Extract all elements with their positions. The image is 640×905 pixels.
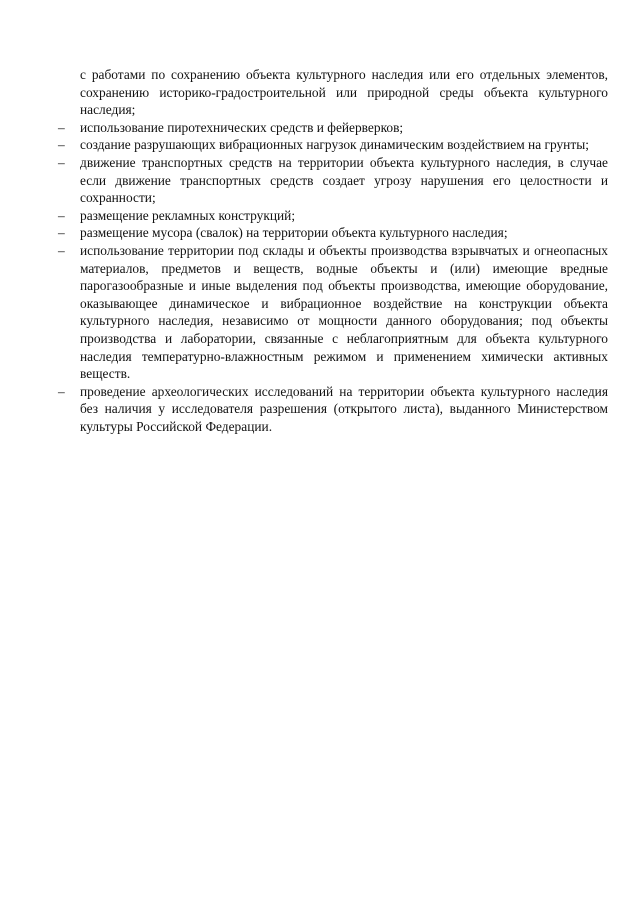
list-item bbox=[58, 242, 608, 383]
list-item bbox=[58, 224, 608, 242]
continuation-paragraph: с работами по сохранению объекта культурного наследия или его отдельных элементов, сохранению историко-градостроительной или природной среды объекта культурного наследия; bbox=[80, 67, 608, 118]
list-item bbox=[58, 119, 608, 137]
list-item-text: размещение рекламных конструкций; bbox=[80, 207, 296, 223]
bullet-dash: – bbox=[58, 242, 65, 258]
bullet-dash: – bbox=[58, 207, 65, 223]
list-item-text: использование пиротехнических средств и фейерверков; bbox=[80, 119, 404, 135]
document-body bbox=[58, 66, 608, 435]
list-item-text: создание разрушающих вибрационных нагрузок динамическим воздействием на грунты; bbox=[80, 137, 589, 153]
list-item-text: проведение археологических исследований на территории объекта культурного наследия без наличия у исследователя разрешения (открытого листа), выданного Министерством культуры Российской Федерации. bbox=[80, 383, 608, 434]
bullet-dash: – bbox=[58, 225, 65, 241]
bullet-dash: – bbox=[58, 383, 65, 399]
list-item bbox=[58, 136, 608, 154]
list-item-text: движение транспортных средств на территории объекта культурного наследия, в случае если движение транспортных средств создает угрозу нарушения его целостности и сохранности; bbox=[80, 154, 608, 206]
list-item bbox=[58, 154, 608, 207]
list-item-text: размещение мусора (свалок) на территории объекта культурного наследия; bbox=[80, 225, 508, 241]
bullet-dash: – bbox=[58, 154, 65, 170]
bullet-dash: – bbox=[58, 137, 65, 153]
list-item-text: использование территории под склады и объекты производства взрывчатых и огнеопасных материалов, предметов и веществ, водные объекты и (или) имеющие вредные парогазообразные и иные выделения под объекты производства, имеющие оборудование, оказывающее динамическое и вибрационное воздействие на конструкции объекта культурного наследия, независимо от мощности данного оборудования; под объекты производства и лаборатории, связанные с неблагоприятным для объекта культурного наследия температурно-влажностным режимом и применением химически активных веществ. bbox=[80, 242, 608, 382]
list-item bbox=[58, 383, 608, 436]
list-item bbox=[58, 207, 608, 225]
bullet-dash: – bbox=[58, 119, 65, 135]
